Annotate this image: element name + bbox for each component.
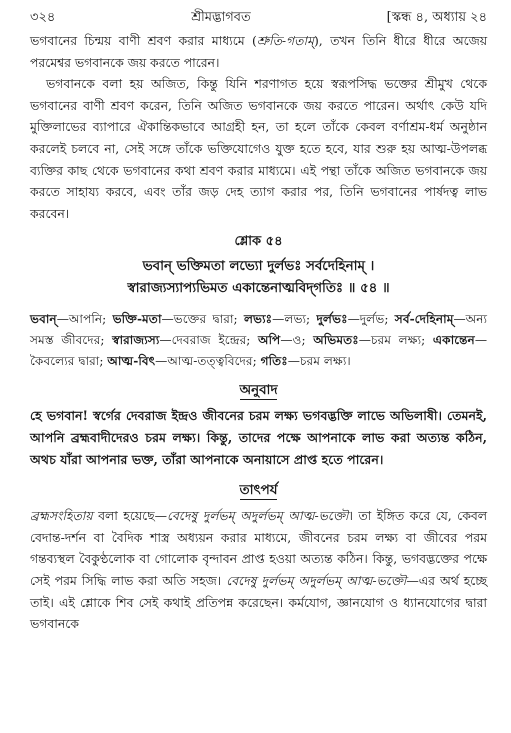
book-title: শ্রীমদ্ভাগবত (191, 10, 251, 25)
intro-paragraph-1: ভগবানের চিন্ময় বাণী শ্রবণ করার মাধ্যমে (শ্রুতি-গতাম্), তখন তিনি ধীরে ধীরে অজেয় পরমেশ্বর ভগবানকে জয় করতে পারেন। (30, 33, 487, 70)
page-number: ৩২৪ (30, 10, 56, 25)
purport-heading: তাৎপর্য (239, 482, 278, 499)
verse-line-2: স্বারাজ্যস্যাপ্যভিমত একান্তেনাত্মবিদ্‌গতিঃ ॥ ৫৪ ॥ (127, 280, 390, 297)
verse-heading: শ্লোক ৫৪ (234, 234, 283, 250)
italic-term: শ্রুতি-গতাম্ (256, 33, 314, 48)
chapter-reference: [স্কন্ধ ৪, অধ্যায় ২৪ (386, 10, 487, 25)
page-header (30, 8, 487, 30)
purport-text: ব্রহ্মসংহিতায় বলা হয়েছে—বেদেষু দুর্লভম্ অদুর্লভম্ আত্ম-ভক্তৌ। তা ইঙ্গিত করে যে, কেবল বেদান্ত-দর্শন বা বৈদিক শাস্ত্র অধ্যয়ন করার মাধ্যমে, জীবনের চরম লক্ষ্য বা জীবের পরম গন্তব্যস্থল বৈকুণ্ঠলোক বা গোলোক বৃন্দাবন প্রাপ্ত হওয়া অত্যন্ত কঠিন। কিন্তু, ভগবদ্ভক্তের পক্ষে সেই পরম সিদ্ধি লাভ করা অতি সহজ। বেদেষু দুর্লভম্ অদুর্লভম্ আত্ম-ভক্তৌ—এর অর্থ হচ্ছে তাই। এই শ্লোকে শিব সেই কথাই প্রতিপন্ন করেছেন। কর্মযোগ, জ্ঞানযোগ ও ধ্যানযোগের দ্বারা ভগবানকে (30, 508, 488, 632)
word-for-word-synonyms: ভবান্—আপনি; ভক্তি-মতা—ভক্তের দ্বারা; লভ্যঃ—লভ্য; দুর্লভঃ—দুর্লভ; সর্ব-দেহিনাম্—অন্য সমস্ত জীবদের; স্বারাজ্যস্য—দেবরাজ ইন্দ্রের; অপি—ও; অভিমতঃ—চরম লক্ষ্য; একান্তেন—কৈবল্যের দ্বারা; আত্ম-বিৎ—আত্ম-তত্ত্ববিদের; গতিঃ—চরম লক্ষ্য। (30, 312, 488, 368)
translation-heading: অনুবাদ (239, 382, 278, 399)
translation-text: হে ভগবান! স্বর্গের দেবরাজ ইন্দ্রও জীবনের চরম লক্ষ্য ভগবদ্ভক্তি লাভে অভিলাষী। তেমনই, আপনি ব্রহ্মবাদীদেরও চরম লক্ষ্য। কিন্তু, তাদের পক্ষে আপনাকে লাভ করা অত্যন্ত কঠিন, অথচ যাঁরা আপনার ভক্ত, তাঁরা আপনাকে অনায়াসে প্রাপ্ত হতে পারেন। (30, 408, 487, 468)
verse-line-1: ভবান্ ভক্তিমতা লভ্যো দুর্লভঃ সর্বদেহিনাম্ । (142, 258, 375, 275)
intro-paragraph-2: ভগবানকে বলা হয় অজিত, কিন্তু যিনি শরণাগত হয়ে স্বরূপসিদ্ধ ভক্তের শ্রীমুখ থেকে ভগবানের বাণী শ্রবণ করেন, তিনি অজিত ভগবানকে জয় করতে পারেন। অর্থাৎ কেউ যদি মুক্তিলাভের ব্যাপারে ঐকান্তিকভাবে আগ্রহী হন, তা হলে তাঁকে কেবল বর্ণাশ্রম-ধর্ম অনুষ্ঠান করলেই চলবে না, সেই সঙ্গে তাঁকে ভক্তিযোগেও যুক্ত হতে হবে, যার শুরু হয় আত্ম-উপলব্ধ ব্যক্তির কাছ থেকে ভগবানের কথা শ্রবণ করার মাধ্যমে। এই পন্থা তাঁকে অজিত ভগবানকে জয় করতে সাহায্য করবে, এবং তাঁর জড় দেহ ত্যাগ করার পর, তিনি ভগবানের পার্ষদত্ব লাভ করবেন। (30, 76, 487, 221)
